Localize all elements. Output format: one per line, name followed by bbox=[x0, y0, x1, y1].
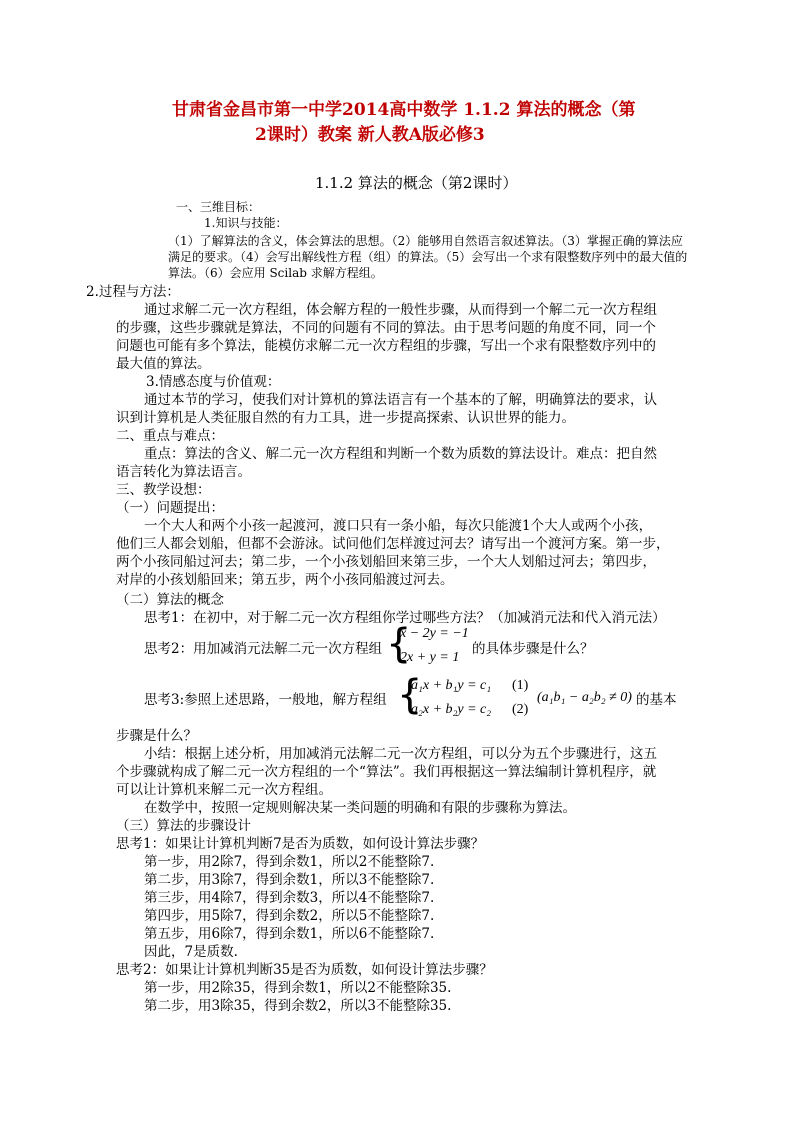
paragraph-line: 个步骤就构成了解二元一次方程组的一个“算法”。我们再根据这一算法编制计算机程序，就 bbox=[116, 764, 657, 780]
paragraph-line: 满足的要求。（4）会写出解线性方程（组）的算法。（5）会写出一个求有限整数序列中的最大值的 bbox=[168, 250, 688, 264]
equation-number: (2) bbox=[512, 702, 529, 717]
step-line: 第四步，用5除7，得到余数2，所以5不能整除7. bbox=[144, 908, 435, 924]
section-heading-key-points: 二、重点与难点： bbox=[116, 428, 224, 444]
paragraph-line: 重点：算法的含义、解二元一次方程组和判断一个数为质数的算法设计。难点：把自然 bbox=[144, 446, 657, 462]
paragraph-line: 最大值的算法。 bbox=[116, 356, 211, 372]
step-line: 第一步，用2除35，得到余数1，所以2不能整除35. bbox=[144, 980, 452, 996]
equation-row: 2x + y = 1 bbox=[400, 650, 460, 665]
paragraph-line: 可以让计算机来解二元一次方程组。 bbox=[116, 782, 332, 798]
subheading-steps: （三）算法的步骤设计 bbox=[116, 818, 251, 834]
equation-row: a₁x + b₁y = c₁ bbox=[411, 678, 492, 693]
section-heading-teaching: 三、教学设想： bbox=[116, 482, 211, 498]
paragraph-line: 小结：根据上述分析，用加减消元法解二元一次方程组，可以分为五个步骤进行，这五 bbox=[144, 746, 657, 762]
question-line: 的基本 bbox=[636, 692, 677, 708]
question-line: 思考1：如果让计算机判断7是否为质数，如何设计算法步骤？ bbox=[116, 836, 485, 852]
question-line: 思考2：如果让计算机判断35是否为质数，如何设计算法步骤？ bbox=[116, 962, 493, 978]
paragraph-line: 识到计算机是人类征服自然的有力工具，进一步提高探索、认识世界的能力。 bbox=[116, 410, 575, 426]
paragraph-line: 的步骤，这些步骤就是算法，不同的问题有不同的算法。由于思考问题的角度不同，同一个 bbox=[116, 320, 656, 336]
section-heading-goals: 一、三维目标： bbox=[176, 200, 261, 214]
paragraph-line: 通过本节的学习，使我们对计算机的算法语言有一个基本的了解，明确算法的要求，认 bbox=[144, 392, 657, 408]
paragraph-line: 他们三人都会划船，但都不会游泳。试问他们怎样渡过河去？请写出一个渡河方案。第一步， bbox=[116, 536, 670, 552]
equation-number: (1) bbox=[512, 678, 529, 693]
question-line: 思考1：在初中，对于解二元一次方程组你学过哪些方法？（加减消元法和代入消元法） bbox=[144, 610, 666, 626]
paragraph-line: 一个大人和两个小孩一起渡河，渡口只有一条小船，每次只能渡1个大人或两个小孩， bbox=[144, 518, 653, 534]
equation-condition: (a₁b₁ − a₂b₂ ≠ 0) bbox=[537, 690, 632, 705]
subheading-problem: （一）问题提出： bbox=[116, 500, 224, 516]
doc-title-line2: 2课时）教案 新人教A版必修3 bbox=[255, 125, 485, 145]
subheading-attitude: 3.情感态度与价值观： bbox=[146, 374, 281, 390]
paragraph-line: 问题也可能有多个算法，能模仿求解二元一次方程组的步骤，写出一个求有限整数序列中的 bbox=[116, 338, 656, 354]
paragraph-line: （1）了解算法的含义，体会算法的思想。（2）能够用自然语言叙述算法。（3）掌握正确的算法应 bbox=[168, 234, 683, 248]
equation-row: x − 2y = −1 bbox=[400, 626, 469, 641]
step-line: 第三步，用4除7，得到余数3，所以4不能整除7. bbox=[144, 890, 435, 906]
subheading-concept: （二）算法的概念 bbox=[116, 592, 224, 608]
step-line: 第五步，用6除7，得到余数1，所以6不能整除7. bbox=[144, 926, 435, 942]
equation-row: a₂x + b₂y = c₂ bbox=[411, 702, 492, 717]
question-line: 步骤是什么？ bbox=[116, 728, 197, 744]
definition-line: 在数学中，按照一定规则解决某一类问题的明确和有限的步骤称为算法。 bbox=[144, 800, 576, 816]
paragraph-line: 语言转化为算法语言。 bbox=[116, 464, 251, 480]
lesson-subtitle: 1.1.2 算法的概念（第2课时） bbox=[315, 174, 518, 192]
paragraph-line: 两个小孩同船过河去；第二步，一个小孩划船回来第三步，一个大人划船过河去；第四步， bbox=[116, 554, 656, 570]
question-line: 思考2：用加减消元法解二元一次方程组 bbox=[144, 641, 383, 657]
step-line: 第二步，用3除35，得到余数2，所以3不能整除35. bbox=[144, 998, 452, 1014]
step-line: 第一步，用2除7，得到余数1，所以2不能整除7. bbox=[144, 854, 435, 870]
equation-brace: { bbox=[397, 672, 423, 718]
conclusion-line: 因此，7是质数. bbox=[144, 944, 238, 960]
paragraph-line: 对岸的小孩划船回来；第五步，两个小孩同船渡过河去。 bbox=[116, 572, 454, 588]
question-line: 思考3:参照上述思路，一般地，解方程组 bbox=[144, 692, 387, 708]
doc-title-line1: 甘肃省金昌市第一中学2014高中数学 1.1.2 算法的概念（第 bbox=[172, 100, 636, 120]
question-line: 的具体步骤是什么？ bbox=[472, 641, 594, 657]
paragraph-line: 算法。（6）会应用 Scilab 求解方程组。 bbox=[168, 266, 383, 280]
paragraph-line: 通过求解二元一次方程组，体会解方程的一般性步骤，从而得到一个解二元一次方程组 bbox=[144, 302, 657, 318]
subheading-process: 2.过程与方法： bbox=[86, 284, 180, 300]
equation-brace: { bbox=[386, 621, 412, 667]
step-line: 第二步，用3除7，得到余数1，所以3不能整除7. bbox=[144, 872, 435, 888]
subheading-knowledge: 1.知识与技能： bbox=[204, 216, 288, 230]
